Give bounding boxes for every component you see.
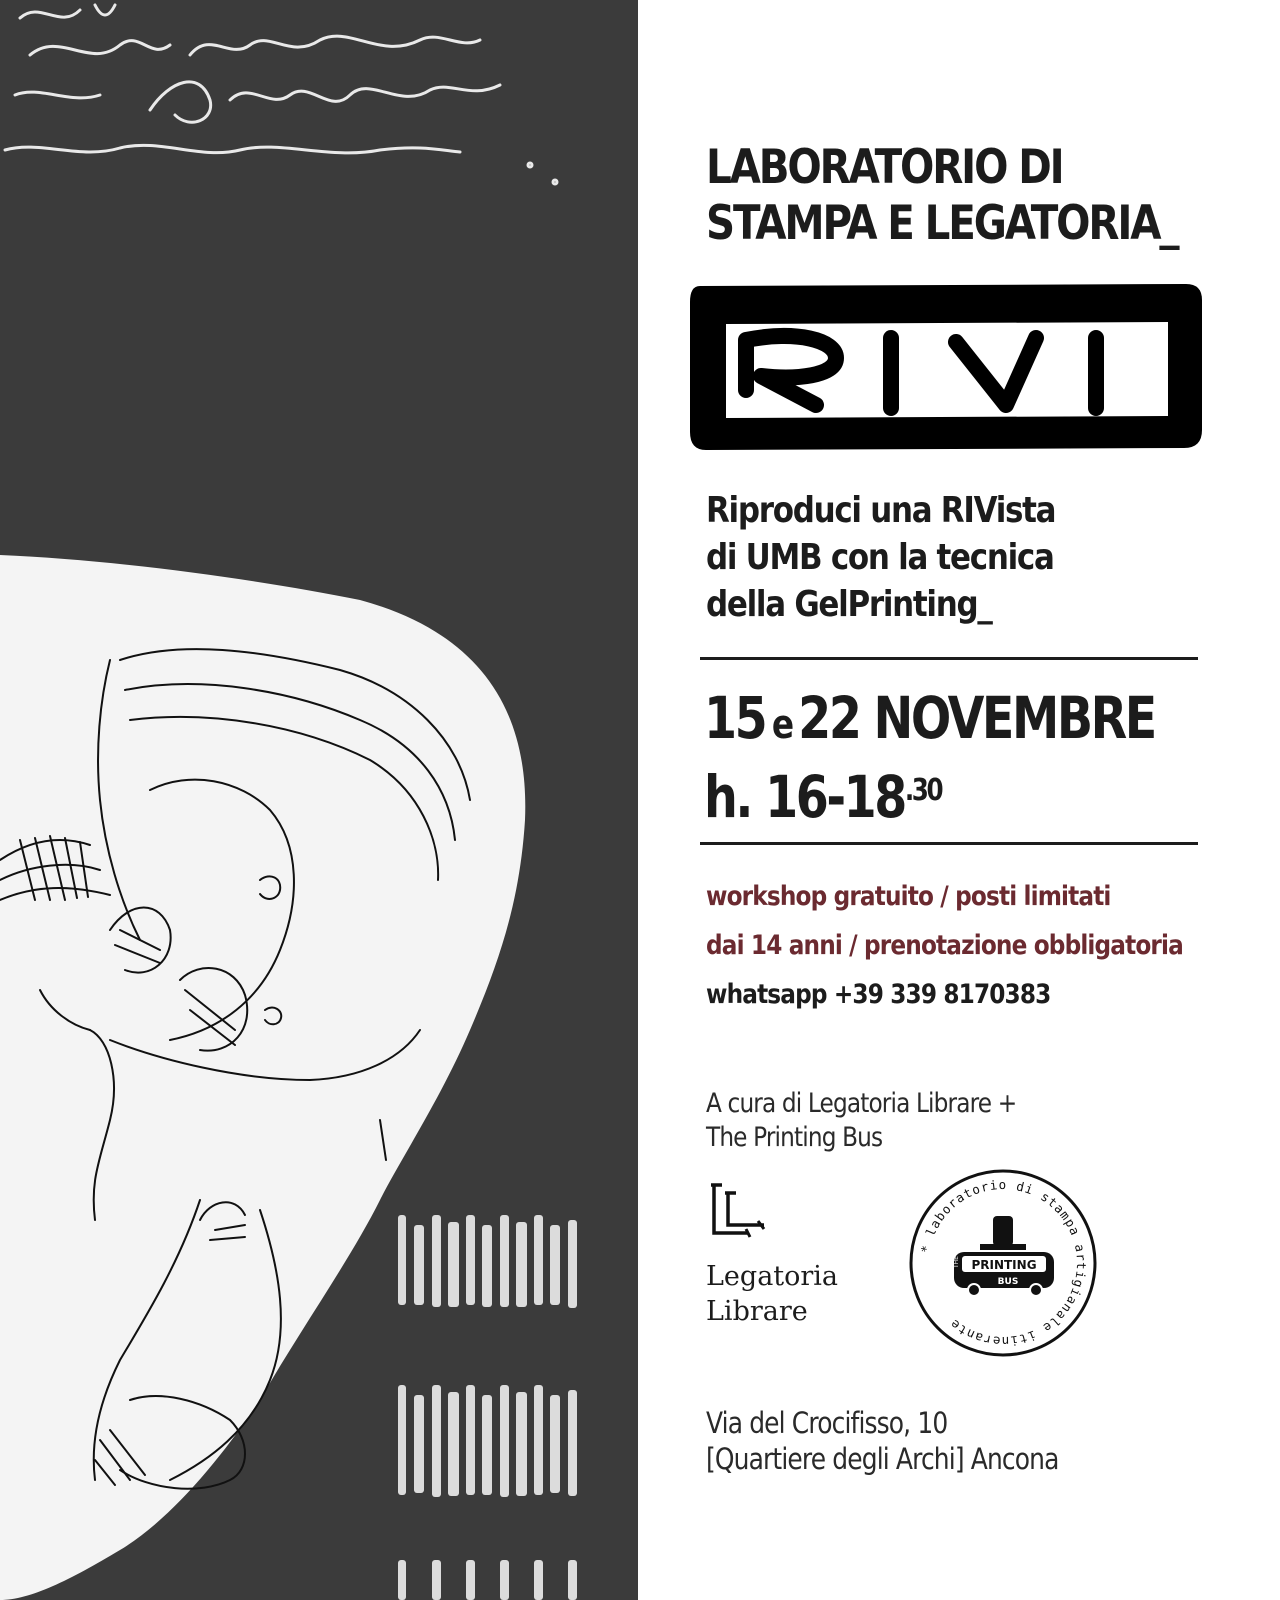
- subtitle: [706, 487, 1055, 628]
- riv-logo: [686, 280, 1206, 464]
- event-time: [704, 763, 942, 831]
- time-main: h. 16-18: [704, 763, 905, 831]
- time-sup: .30: [904, 773, 942, 808]
- date-day-1: 15: [704, 684, 766, 752]
- printing-bus-logo: [908, 1168, 1098, 1358]
- printing-bus-stamp-icon: [908, 1168, 1098, 1358]
- riv-brush-logo: [686, 280, 1206, 460]
- subtitle-line-2: di UMB con la tecnica: [706, 537, 1054, 578]
- subtitle-line-3: della GelPrinting_: [706, 584, 992, 625]
- legatoria-librare-logo: [706, 1183, 856, 1333]
- printing-bus-the: THE: [953, 1256, 960, 1268]
- event-dates: [704, 684, 1155, 755]
- info-whatsapp: whatsapp +39 339 8170383: [706, 979, 1051, 1010]
- legatoria-name-line-2: Librare: [706, 1296, 808, 1327]
- info-workshop: workshop gratuito / posti limitati: [706, 881, 1111, 912]
- printing-bus-name-2: BUS: [997, 1277, 1019, 1287]
- subtitle-line-1: Riproduci una RIVista: [706, 490, 1056, 531]
- title-line-1: LABORATORIO DI: [706, 140, 1063, 195]
- event-address: [706, 1405, 1059, 1477]
- info-age-booking: dai 14 anni / prenotazione obbligatoria: [706, 930, 1183, 961]
- credits-line-2: The Printing Bus: [706, 1122, 883, 1153]
- credits: [706, 1087, 1016, 1155]
- printing-bus-name-1: PRINTING: [971, 1258, 1037, 1272]
- divider-top: [700, 657, 1198, 660]
- sketch-illustration: [0, 0, 638, 1600]
- address-line-2: [Quartiere degli Archi] Ancona: [706, 1442, 1059, 1476]
- legatoria-name-line-1: Legatoria: [706, 1261, 839, 1292]
- title-line-2: STAMPA E LEGATORIA_: [706, 196, 1178, 251]
- sketch-artwork-panel: [0, 0, 638, 1600]
- ll-monogram-icon: [708, 1183, 768, 1239]
- divider-bottom: [700, 842, 1198, 845]
- page-title: [706, 140, 1177, 252]
- printing-bus-ring-text: * laboratorio di stampa artigianale itinerante: [917, 1176, 1090, 1350]
- credits-line-1: A cura di Legatoria Librare +: [706, 1088, 1017, 1119]
- date-day-2-month: 22 NOVEMBRE: [798, 684, 1155, 752]
- address-line-1: Via del Crocifisso, 10: [706, 1406, 948, 1440]
- legatoria-librare-wordmark: [706, 1259, 838, 1329]
- date-conjunction: e: [771, 702, 792, 748]
- event-info-panel: [638, 0, 1280, 1600]
